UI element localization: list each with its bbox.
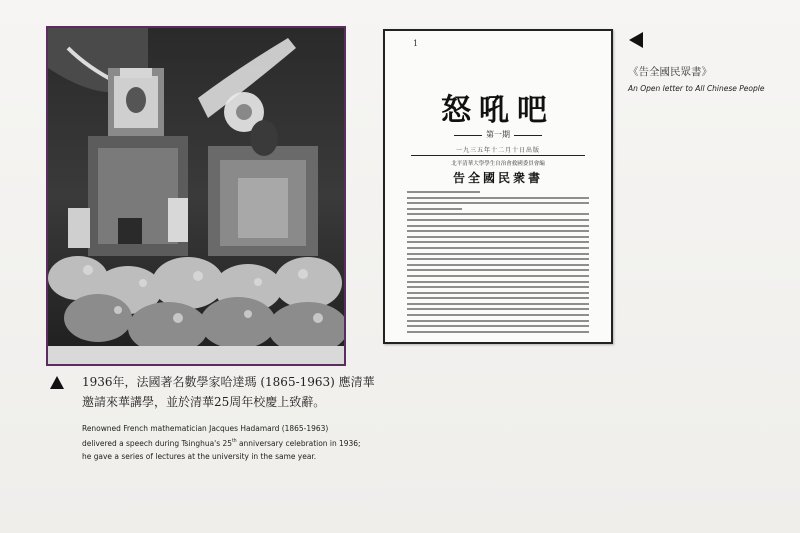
photo-caption-en-line3: he gave a series of lectures at the university in the same year.: [82, 450, 317, 461]
document-issue: 第一期: [385, 129, 611, 140]
document-heading: 告全國民衆書: [452, 171, 543, 185]
document-caption-zh: 《告全國民眾書》: [628, 66, 712, 78]
document-body-text: [407, 191, 589, 336]
photo-caption-zh-line2: 邀請來華講學，並於清華25周年校慶上致辭。: [82, 395, 326, 409]
document-rule: [411, 155, 585, 156]
document-page-number: 1: [413, 39, 419, 48]
document-date: 一九三五年十二月十日出版: [455, 147, 540, 154]
document-masthead: 怒吼吧: [441, 93, 555, 128]
document-org: 北平清華大學學生自治會救國委員會編: [451, 161, 545, 167]
document-facsimile: [383, 29, 613, 344]
document-caption: [628, 64, 764, 93]
historical-photo: [46, 26, 346, 366]
arrow-left-icon: [629, 32, 643, 48]
document-caption-en: An Open letter to All Chinese People: [628, 84, 765, 93]
photo-caption-en-line2: delivered a speech during Tsinghua's 25th anniversary celebration in 1936;: [82, 437, 361, 448]
photo-caption-en-line1: Renowned French mathematician Jacques Hadamard (1865-1963): [82, 423, 329, 433]
arrow-up-icon: [50, 376, 64, 389]
photo-caption: [82, 372, 375, 463]
photo-caption-zh-line1: 1936年，法國著名數學家哈達瑪 (1865-1963) 應清華: [82, 375, 375, 389]
